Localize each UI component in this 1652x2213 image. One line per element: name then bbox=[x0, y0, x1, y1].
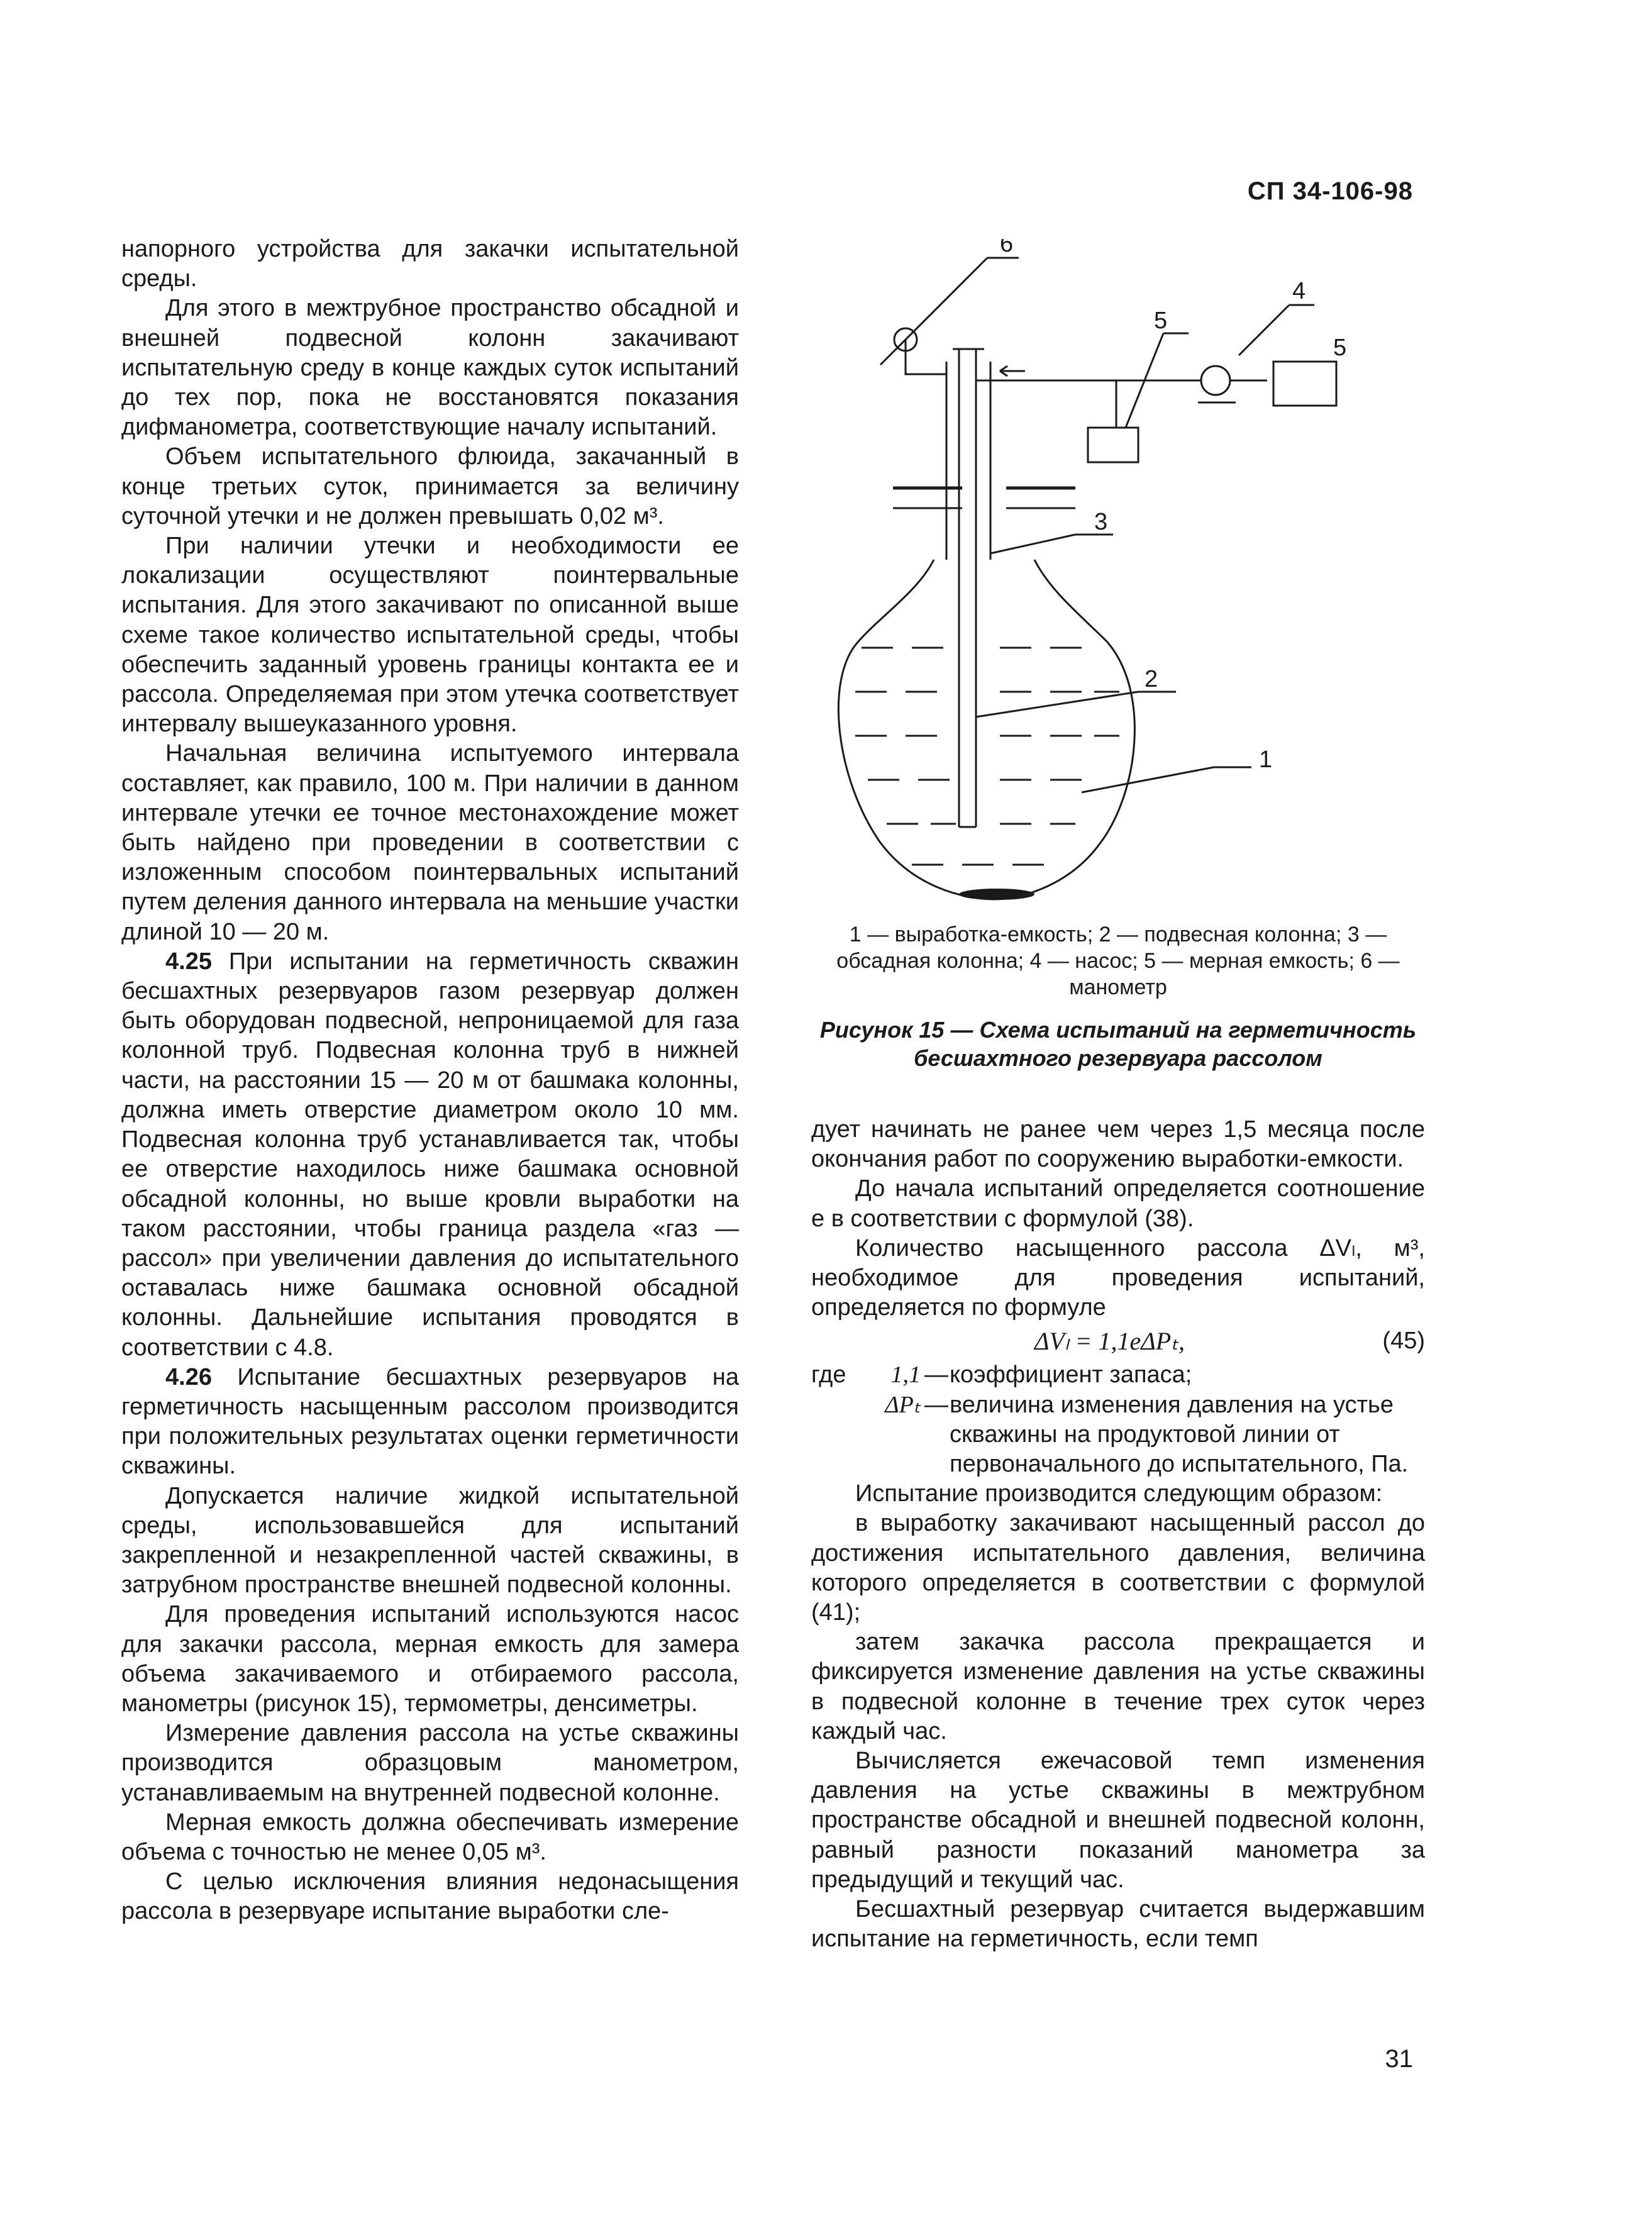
paragraph bbox=[121, 1719, 739, 1808]
paragraph-text: в выработку закачивают насыщенный рассол до достижения испытательного давления, величина которого определяется в соответствии с формулой (41); bbox=[811, 1510, 1425, 1626]
label-5b: 5 bbox=[1333, 335, 1347, 361]
paragraph bbox=[811, 1115, 1425, 1174]
paragraph bbox=[811, 1746, 1425, 1895]
paragraph-text: До начала испытаний определяется соотношение e в соответствии с формулой (38). bbox=[811, 1175, 1425, 1232]
paragraph-text: Вычисляется ежечасовой темп изменения давления на устье скважины в межтрубном пространстве обсадной и внешней подвесной колонн, равный разности показаний манометра за предыдущий и текущий час. bbox=[811, 1748, 1425, 1893]
paragraph-text: Испытание производится следующим образом: bbox=[855, 1480, 1383, 1507]
right-column-top bbox=[811, 1115, 1425, 1323]
label-2: 2 bbox=[1145, 666, 1158, 692]
paragraph-text: Мерная емкость должна обеспечивать измерение объема с точностью не менее 0,05 м³. bbox=[121, 1809, 739, 1865]
where-block bbox=[811, 1360, 1425, 1479]
where-dash: — bbox=[924, 1362, 948, 1389]
where-prefix: где bbox=[811, 1362, 846, 1389]
paragraph bbox=[121, 1867, 739, 1926]
page-number: 31 bbox=[1385, 2045, 1413, 2073]
paragraph bbox=[811, 1174, 1425, 1233]
paragraph bbox=[121, 739, 739, 946]
paragraph bbox=[811, 1509, 1425, 1628]
where-variable: ΔPₜ bbox=[885, 1391, 921, 1418]
formula-number: (45) bbox=[1382, 1328, 1425, 1355]
section-number: 4.26 bbox=[165, 1363, 238, 1390]
paragraph bbox=[121, 531, 739, 739]
paragraph-text: При испытании на герметичность скважин бесшахтных резервуаров газом резервуар должен быть оборудован подвесной, непроницаемой для газа колонной труб. Подвесная колонна труб в нижней части, на расстоянии 15 — 20 м от башмака колонны, должна иметь отверстие диаметром около 10 мм. Подвесная колонна труб устанавливается так, чтобы ее отверстие находилось ниже башмака основной обсадной колонны, но выше кровли выработки на таком расстоянии, чтобы граница раздела «газ — рассол» при увеличении давления до испытательного оставалась ниже башмака основной обсадной колонны. Дальнейшие испытания проводятся в соответствии с 4.8. bbox=[121, 948, 739, 1361]
paragraph-text: Допускается наличие жидкой испытательной среды, использовавшейся для испытаний закрепленной и незакрепленной частей скважины, в затрубном пространстве внешней подвесной колонны. bbox=[121, 1482, 739, 1599]
paragraph-text: Для проведения испытаний используются насос для закачки рассола, мерная емкость для замера объема закачиваемого и отбираемого рассола, манометры (рисунок 15), термометры, денсиметры. bbox=[121, 1601, 739, 1717]
paragraph bbox=[121, 235, 739, 294]
figure-title: Рисунок 15 — Схема испытаний на герметичность бесшахтного резервуара рассолом bbox=[819, 1017, 1417, 1071]
paragraph-text: Для этого в межтрубное пространство обсадной и внешней подвесной колонн закачивают испытательную среду в конце каждых суток испытаний до тех пор, пока не восстановятся показания дифманометра, соответствующие началу испытаний. bbox=[121, 295, 739, 441]
paragraph bbox=[121, 1600, 739, 1719]
well-test-diagram bbox=[811, 239, 1425, 918]
label-3: 3 bbox=[1094, 509, 1108, 535]
paragraph-text: При наличии утечки и необходимости ее локализации осуществляют поинтервальные испытания. Для этого закачивают по описанной выше схеме такое количество испытательной среды, чтобы обеспечить заданный уровень границы контакта ее и рассола. Определяемая при этом утечка соответствует интервалу вышеуказанного уровня. bbox=[121, 533, 739, 738]
label-5a: 5 bbox=[1154, 308, 1168, 334]
paragraph bbox=[121, 1482, 739, 1600]
where-prefix bbox=[811, 1390, 862, 1480]
paragraph bbox=[811, 1479, 1425, 1509]
paragraph bbox=[811, 1628, 1425, 1746]
paragraph bbox=[121, 947, 739, 1363]
paragraph-text: напорного устройства для закачки испытательной среды. bbox=[121, 236, 739, 292]
label-4: 4 bbox=[1292, 278, 1306, 304]
where-dash: — bbox=[924, 1391, 948, 1418]
paragraph bbox=[121, 1808, 739, 1867]
paragraph bbox=[121, 1363, 739, 1482]
figure-legend: 1 — выработка-емкость; 2 — подвесная колонна; 3 — обсадная колонна; 4 — насос; 5 — мерная емкость; 6 — манометр bbox=[836, 923, 1400, 999]
where-definition: величина изменения давления на устье скважины на продуктовой линии от первоначального до испытательного, Па. bbox=[950, 1391, 1409, 1478]
paragraph-text: Испытание бесшахтных резервуаров на герметичность насыщенным рассолом производится при положительных результатах оценки герметичности скважины. bbox=[121, 1363, 739, 1480]
paragraph-text: Измерение давления рассола на устье скважины производится образцовым манометром, устанавливаемым на внутренней подвесной колонне. bbox=[121, 1720, 739, 1806]
document-code: СП 34-106-98 bbox=[1247, 177, 1413, 205]
right-column bbox=[811, 1115, 1425, 1954]
paragraph-text: Начальная величина испытуемого интервала составляет, как правило, 100 м. При наличии в данном интервале утечки ее точное местонахождение может быть найдено при проведении в соответствии с изложенным способом поинтервальных испытаний путем деления данного интервала на меньшие участки длиной 10 — 20 м. bbox=[121, 740, 739, 945]
formula-expression: ΔVₗ = 1,1eΔPₜ, bbox=[1034, 1327, 1185, 1356]
section-number: 4.25 bbox=[165, 948, 229, 975]
paragraph bbox=[811, 1234, 1425, 1323]
label-1: 1 bbox=[1259, 746, 1273, 773]
paragraph-text: дует начинать не ранее чем через 1,5 месяца после окончания работ по сооружению выработки-емкости. bbox=[811, 1116, 1425, 1173]
paragraph-text: Количество насыщенного рассола ΔVₗ, м³, необходимое для проведения испытаний, определяется по формуле bbox=[811, 1234, 1425, 1321]
cavern-outline bbox=[838, 560, 1134, 899]
left-column bbox=[121, 235, 739, 1927]
label-6: 6 bbox=[1000, 239, 1014, 257]
paragraph bbox=[121, 294, 739, 442]
where-definition: коэффициент запаса; bbox=[950, 1362, 1192, 1389]
formula-45 bbox=[811, 1323, 1425, 1360]
paragraph-text: Объем испытательного флюида, закачанный в конце третьих суток, принимается за величину суточной утечки и не должен превышать 0,02 м³. bbox=[121, 443, 739, 530]
paragraph-text: затем закачка рассола прекращается и фиксируется изменение давления на устье скважины в подвесной колонне в течение трех суток через каждый час. bbox=[811, 1629, 1425, 1744]
paragraph bbox=[811, 1895, 1425, 1954]
paragraph-text: Бесшахтный резервуар считается выдержавшим испытание на герметичность, если темп bbox=[811, 1896, 1425, 1953]
where-variable: 1,1 bbox=[890, 1362, 921, 1389]
paragraph-text: С целью исключения влияния недонасыщения рассола в резервуаре испытание выработки сле- bbox=[121, 1868, 739, 1925]
paragraph bbox=[121, 442, 739, 531]
figure-15 bbox=[811, 239, 1425, 918]
right-column-bottom bbox=[811, 1479, 1425, 1954]
